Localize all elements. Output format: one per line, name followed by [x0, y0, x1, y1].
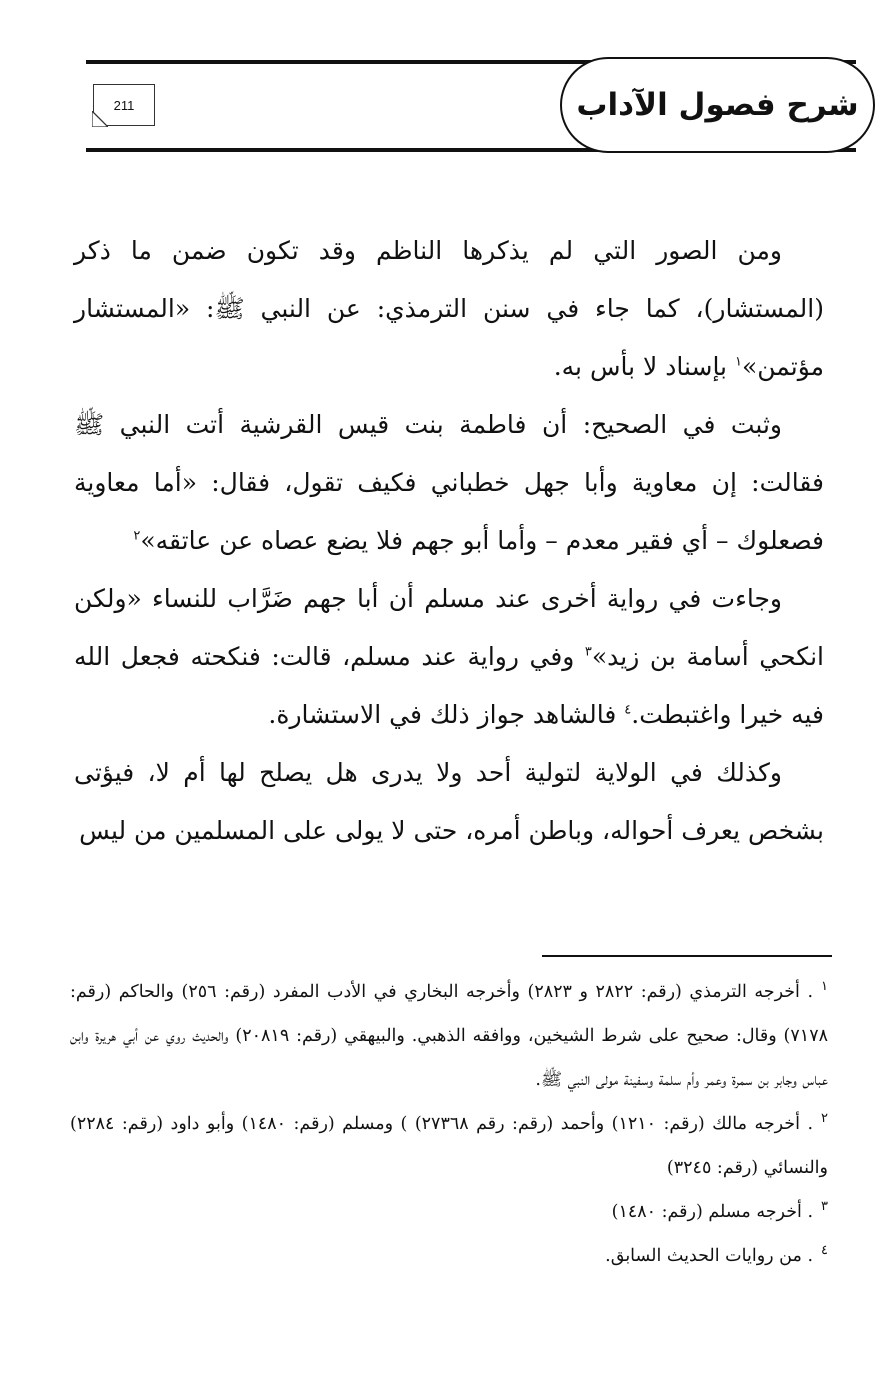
footnote-text: . أخرجه مسلم (رقم: ١٤٨٠) — [611, 1202, 814, 1222]
header-title-box — [560, 57, 875, 153]
paragraph-3-end: فالشاهد جواز ذلك في الاستشارة. — [268, 700, 625, 729]
footnote-ref-4: ٤ — [624, 702, 632, 718]
footnote-text: . أخرجه الترمذي (رقم: ٢٨٢٢ و ٢٨٢٣) وأخرجه البخاري في الأدب المفرد (رقم: ٢٥٦) والحاكم (رقم: ٧١٧٨) وقال: صحيح على شرط الشيخين، ووافقه الذهبي. والبيهقي (رقم: ٢٠٨١٩) والحديث روي عن أبي هريرة وابن عباس وجابر بن سمرة وعمر وأم سلمة وسفينة مولى النبي ﷺ. — [70, 982, 828, 1090]
paragraph-3-mid: وفي رواية عند مسلم، قالت: فنكحته فجعل الله فيه خيرا واغتبطت. — [74, 642, 824, 729]
paragraph-4-text: وكذلك في الولاية لتولية أحد ولا يدرى هل يصلح لها أم لا، فيؤتى بشخص يعرف أحواله، وباطن أمره، حتى لا يولى على المسلمين من ليس — [74, 758, 824, 845]
main-text — [74, 222, 824, 860]
book-title: شرح فصول الآداب — [576, 87, 859, 123]
paragraph-3-text: وجاءت في رواية أخرى عند مسلم أن أبا جهم ضَرَّاب للنساء «ولكن انكحي أسامة بن زيد» — [74, 584, 824, 671]
footnote-2: $^٢$. أخرجه مالك (رقم: ١٢١٠) وأحمد (رقم: رقم ٢٧٣٦٨) ) ومسلم (رقم: ١٤٨٠) وأبو داود (رقم: ٢٢٨٤) والنسائي (رقم: ٣٢٤٥) — [70, 1111, 828, 1178]
paragraph-2-text: وثبت في الصحيح: أن فاطمة بنت قيس القرشية أتت النبي ﷺ فقالت: إن معاوية وأبا جهل خطباني فكيف تقول، فقال: «أما معاوية فصعلوك – أي فقير معدم – وأما أبو جهم فلا يضع عصاه عن عاتقه» — [74, 410, 824, 555]
footnote-separator — [542, 955, 832, 957]
page-number-tag — [93, 84, 155, 126]
paragraph-2 — [74, 396, 824, 570]
footnotes — [70, 970, 828, 1278]
footnote-4: $^٤$. من روايات الحديث السابق. — [605, 1243, 828, 1266]
footnote-ref-3: ٣ — [584, 644, 592, 660]
footnote-text: . من روايات الحديث السابق. — [605, 1246, 814, 1266]
footnote-ref-1: ١ — [734, 354, 742, 370]
page-number: 211 — [113, 97, 135, 113]
paragraph-4 — [74, 744, 824, 860]
footnote-ref-2: ٢ — [133, 528, 141, 544]
paragraph-1-text: ومن الصور التي لم يذكرها الناظم وقد تكون ضمن ما ذكر (المستشار)، كما جاء في سنن الترمذي: عن النبي ﷺ: «المستشار مؤتمن» — [74, 236, 824, 381]
paragraph-1-end: بإسناد لا بأس به. — [553, 352, 735, 381]
page-curl-icon — [92, 111, 108, 127]
footnote-1: $^١$. أخرجه الترمذي (رقم: ٢٨٢٢ و ٢٨٢٣) وأخرجه البخاري في الأدب المفرد (رقم: ٢٥٦) والحاكم (رقم: ٧١٧٨) وقال: صحيح على شرط الشيخين، ووافقه الذهبي. والبيهقي (رقم: ٢٠٨١٩) والحديث روي عن أبي هريرة وابن عباس وجابر بن سمرة وعمر وأم سلمة وسفينة مولى النبي ﷺ. — [70, 979, 828, 1090]
paragraph-3 — [74, 570, 824, 744]
paragraph-1 — [74, 222, 824, 396]
footnote-3: $^٣$. أخرجه مسلم (رقم: ١٤٨٠) — [611, 1199, 828, 1222]
footnote-text: . أخرجه مالك (رقم: ١٢١٠) وأحمد (رقم: رقم ٢٧٣٦٨) ) ومسلم (رقم: ١٤٨٠) وأبو داود (رقم: ٢٢٨٤) والنسائي (رقم: ٣٢٤٥) — [70, 1114, 828, 1178]
